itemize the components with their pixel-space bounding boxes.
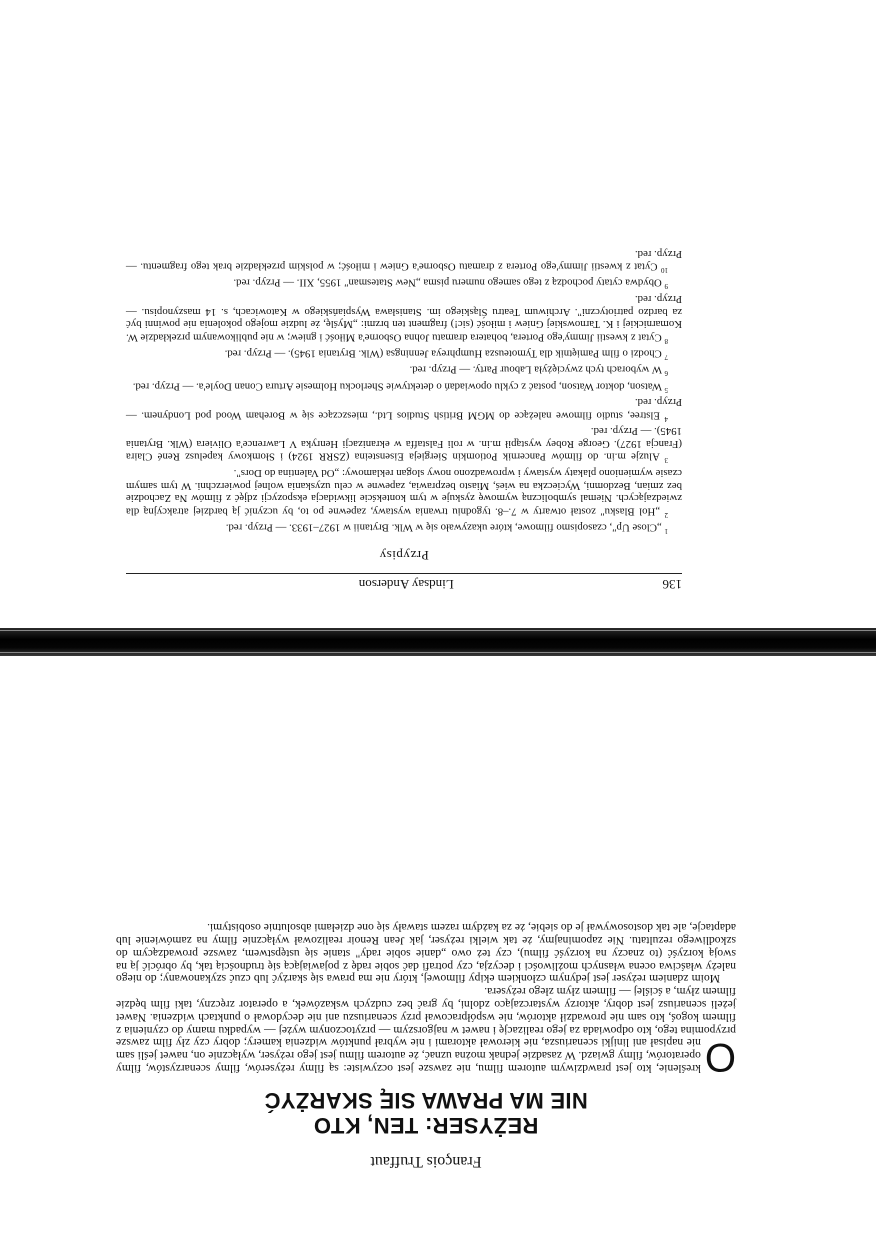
article-title xyxy=(116,1088,736,1138)
footnote-number: 1 xyxy=(664,527,668,535)
footnote-number: 3 xyxy=(664,456,668,465)
paragraph-1-text: kreślenie, kto jest prawdziwym autorem filmu, nie zawsze jest oczywiste: są filmy reżyserów, filmy scenarzystów, filmy operatorów, filmy gwiazd. W zasadzie jednak można uznać, że autorem filmu jest jego reżyser, wyłącznie on, nawet jeśli sam nie napisał ani linijki scenariusza, nie kierował aktorami i nie wybrał punktów widzenia kamery; dobry czy zły film zawsze przypomina tego, kto odpowiada za jego realizację i nawet w najgorszym — przytoczonym wyżej — wypadku mamy do czynienia z filmem kogoś, kto sam nie prowadził aktorów, nie współpracował przy scenariuszu ani nie decydował o punktach widzenia. Nawet jeżeli scenariusz jest dobry, aktorzy wystarczająco zdolni, by grać bez cudzych wskazówek, a operator zręczny, taki film będzie filmem złym, a ściślej — filmem złym złego reżysera. xyxy=(116,985,736,1075)
paragraph-2: Moim zdaniem reżyser jest jedynym członkiem ekipy filmowej, który nie ma prawa się skarżyć lub czuć szykanowany; do niego należy właściwa ocena własnych możliwości i decyzja, czy potrafi dać sobie radę z pojawiającą się trudnością tak, by obrócić ją na swoją korzyść (to znaczy na korzyść filmu), czy też owo „danie sobie rady" stanie się ustępstwem, zawsze prowadzącym do szkodliwego rezultatu. Nie zapominajmy, że tak wielki reżyser, jak Jean Renoir realizował wyłącznie filmy na zamówienie lub adaptacje, ale tak dostosowywał je do siebie, że za każdym razem stawały się one dziełami absolutnie osobistymi. xyxy=(116,921,736,986)
footnote-text: Watson, doktor Watson, postać z cyklu opowiadań o detektywie Sherlocku Holmesie Artura Conan Doyle'a. — Przyp. red. xyxy=(132,380,662,392)
footnote xyxy=(126,521,682,537)
footnote-number: 10 xyxy=(661,266,668,274)
running-head xyxy=(126,573,682,592)
book-spine xyxy=(0,628,876,656)
footnote-number: 9 xyxy=(664,282,668,291)
notes-list xyxy=(126,247,682,537)
footnote-number: 2 xyxy=(664,510,668,519)
footnote-text: W wyborach tych zwyciężyła Labour Party. — Przyp. red. xyxy=(409,363,662,376)
footnote-text: Obydwa cytaty pochodzą z tego samego numeru pisma „New Statesman" 1955, XII. — Przyp. red. xyxy=(233,276,662,289)
footnote-number: 7 xyxy=(664,353,668,361)
footnote xyxy=(126,466,682,520)
footnote xyxy=(126,347,682,363)
footnote xyxy=(126,292,682,346)
footnote xyxy=(126,363,682,379)
footnote xyxy=(126,396,682,425)
top-page xyxy=(126,122,682,592)
footnote-text: Elstree, studio filmowe należące do MGM British Studios Ltd., mieszczące się w Boreham Wood pod Londynem. — Przyp. red. xyxy=(125,396,682,421)
article-author: François Truffaut xyxy=(370,1153,482,1170)
footnote-text: Cytat z kwestii Jimmy'ego Portera z dramatu Osborne'a Gniew i miłość; w polskim przekładzie brak tego fragmentu. — Przyp. red. xyxy=(126,247,682,273)
title-line-1: REŻYSER: TEN, KTO xyxy=(313,1113,539,1138)
footnote-number: 6 xyxy=(664,369,668,378)
footnote-number: 5 xyxy=(664,385,668,394)
footnote xyxy=(126,425,682,467)
footnote xyxy=(126,379,682,395)
bottom-page xyxy=(116,700,736,1170)
article-body xyxy=(116,920,736,1079)
footnote-text: „Hol Blasku" został otwarty w 7.–8. tygodniu trwania wystawy, zapewne po to, by uczynić ją bardziej atrakcyjną dla zwiedzających. Niemal symboliczną wymowę zyskuje w tym kontekście likwidacja ekspozycji zdjęć z filmów Na Zachodzie bez zmian, Bezdomni, Wycieczka na wieś, Miasto bezprawia, zapewne w celu uzyskania wolnej powierzchni. W tym samym czasie wymieniono plakaty wystawy i wprowadzono nowy slogan reklamowy: „Od Valentina do Dors". xyxy=(125,467,682,518)
footnote-number: 8 xyxy=(664,336,668,345)
page-number: 136 xyxy=(662,577,682,592)
paragraph-1 xyxy=(116,984,736,1079)
footnote-text: „Close Up", czasopismo filmowe, które ukazywało się w Wlk. Brytanii w 1927–1933. — Przyp. red. xyxy=(225,521,662,534)
footnote-number: 4 xyxy=(664,414,668,423)
running-head-author: Lindsay Anderson xyxy=(358,577,454,592)
section-title: Przypisy xyxy=(379,548,429,563)
title-line-2: NIE MA PRAWA SIĘ SKARŻYĆ xyxy=(264,1088,588,1113)
drop-cap: O xyxy=(704,1035,736,1079)
footnote xyxy=(126,247,682,276)
footnote-text: Chodzi o film Pamiętnik dla Tymoteusza Humphreya Jenningsa (Wlk. Brytania 1945). — Przyp. red. xyxy=(224,347,662,360)
footnote xyxy=(126,276,682,292)
footnote-text: Cytat z kwestii Jimmy'ego Portera, bohatera dramatu Johna Osborne'a Miłość i gniew; w nie publikowanym przekładzie W. Komarnickiej i K. Tarnowskiej Gniew i miłość (sic!) fragment ten brzmi: „Myślę, że ludzie mojego pokolenia nie powinni być za bardzo patriotyczni". Archiwum Teatru Śląskiego im. Stanisława Wyspiańskiego w Katowicach, s. 14 maszynopisu. — Przyp. red. xyxy=(125,293,682,344)
footnote-text: Aluzje m.in. do filmów Pancernik Potiomkin Siergieja Eisensteina (ZSRR 1924) i Słomkowy kapelusz René Claira (Francja 1927). George Robey wystąpił m.in. w roli Falstaffa w ekranizacji Henryka V Lawrence'a Oliviera (Wlk. Brytania 1945). — Przyp. red. xyxy=(126,425,682,463)
